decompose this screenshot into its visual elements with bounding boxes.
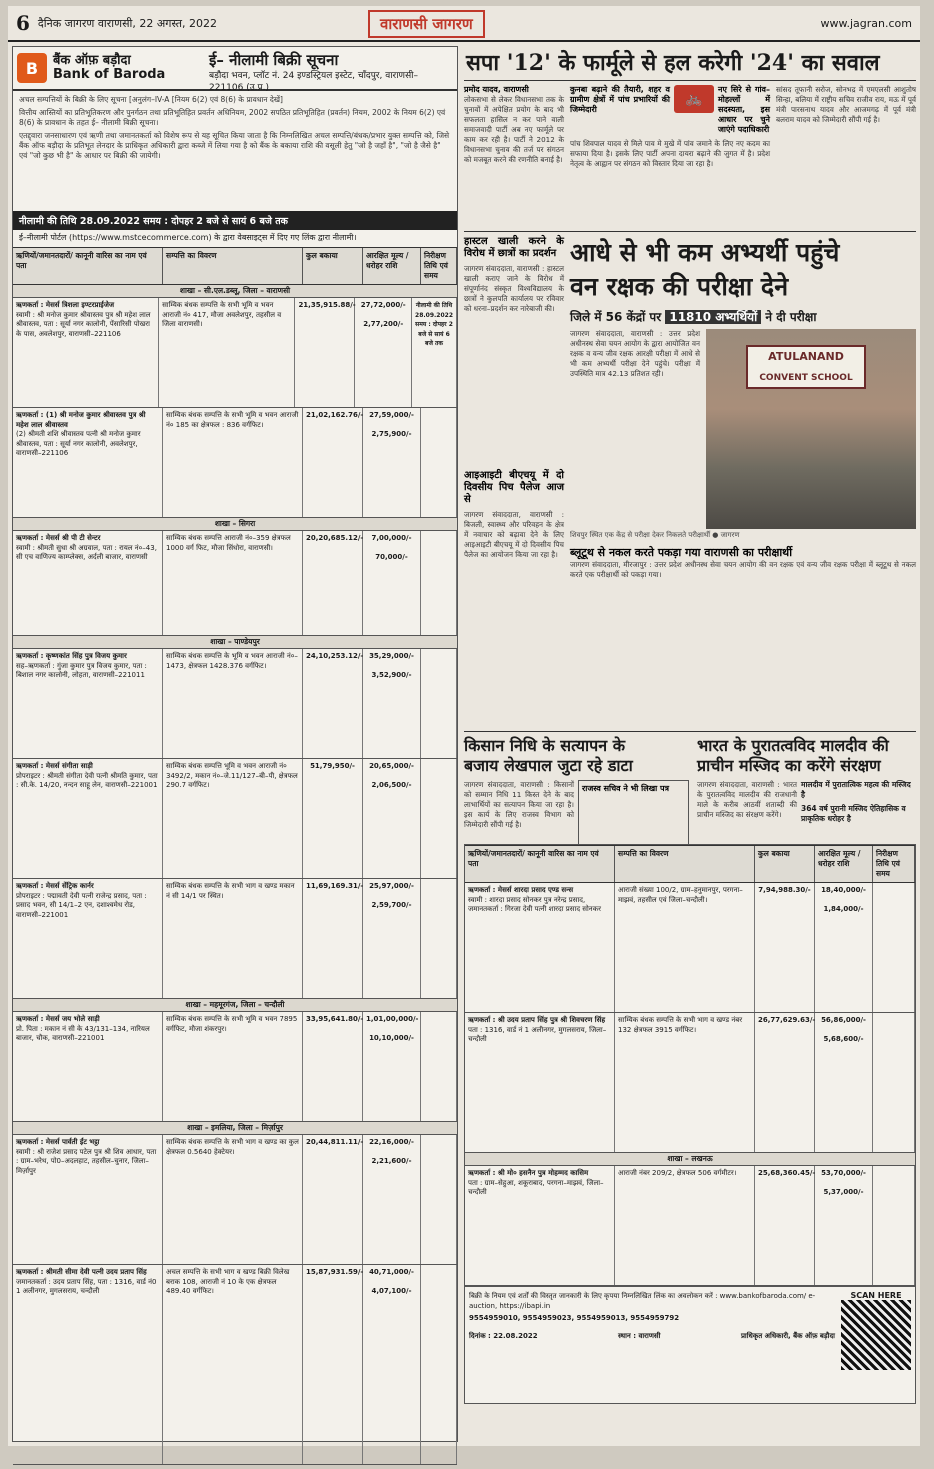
property-detail: अचल सम्पत्ति के सभी भाग व खण्ड बिक्री विलेख बराक 108, आराजी नं 10 के एक क्षेत्रफल 489.40 वर्गफिट। [163, 1265, 303, 1464]
subhead-highlight: 11810 अभ्यर्थियों [665, 310, 761, 324]
branch-label: शाखा – लखनऊ [465, 1153, 915, 1166]
col-property: सम्पत्ति का विवरण [615, 846, 755, 882]
edition-label: वाराणसी जागरण [368, 10, 485, 38]
emd-amount: 5,37,000/- [823, 1188, 864, 1196]
borrower-detail: जमानतकर्ता : उदय प्रताप सिंह, पता : 1316, वार्ड नं0 1 अलीनगर, मुगलसराय, चन्दौली [16, 1277, 157, 1295]
headline-iit: आइआइटी बीएचयू में दो दिवसीय पिच पैलेज आज से [464, 470, 564, 505]
borrower-detail: स्वामी : श्री मनोज कुमार श्रीवास्तव पुत्र श्री महेश लाल श्रीवास्तव, पता : सूर्या नगर कालोनी, पेंसारिसी पोखरा के पास, अवलेशपुर, वाराणसी–221106 [16, 310, 151, 338]
bank-name-en: Bank of Baroda [53, 67, 166, 82]
notice-table-header [13, 247, 457, 285]
inspection-cell [873, 1166, 915, 1285]
property-detail: आराजी नंबर 209/2, क्षेत्रफल 506 वर्गमीटर। [615, 1166, 755, 1285]
reserve-price: 27,72,000/- [360, 301, 406, 309]
borrower-name: ऋणकर्ता : मेसर्स त्रिशला इण्टरप्राईजेज [16, 301, 115, 309]
contact-info: बिक्री के नियम एवं शर्तों की विस्तृत जानकारी के लिए कृपया निम्नलिखित लिंक का अवलोकन करें : www.bankofbaroda.com/ e-auction, https://ibapi.in [469, 1292, 816, 1310]
property-detail: साम्यिक बंधक सम्पत्ति आराजी नं०–359 क्षेत्रफल 1000 वर्ग फिट, मौजा सिंधोरा, वाराणसी। [163, 531, 303, 635]
borrower-detail: प्रो. पिता : मकान नं सी के 43/131–134, नारियल बाजार, चौक, वाराणसी–221001 [16, 1024, 150, 1042]
branch-label: शाखा – इमलिया, जिला – मिर्ज़ापुर [13, 1122, 457, 1135]
table-row [13, 298, 457, 408]
branch-label: शाखा – सी.एल.डब्लू, जिला – वाराणसी [13, 285, 457, 298]
notice-date: दिनांक : 22.08.2022 [469, 1332, 538, 1340]
bicycle-icon: 🚲 [674, 85, 714, 113]
reserve-price: 53,70,000/- [821, 1169, 866, 1177]
table-row [13, 531, 457, 636]
total-due: 33,95,641.80/- [303, 1012, 363, 1121]
exam-subhead [570, 308, 916, 325]
emd-amount: 4,07,100/- [371, 1287, 412, 1295]
auction-portal: ई–नीलामी पोर्टल (https://www.mstcecommerce.com) के द्वारा वेबसाइट्स में दिए गए लिंक द्वारा नीलामी। [19, 233, 357, 242]
headline-bluetooth: ब्लूटूथ से नकल करते पकड़ा गया वाराणसी का परीक्षार्थी [570, 546, 793, 559]
intro-line: एतद्द्वारा जनसाधारण एवं ऋणी तथा जमानतकर्ता को विशेष रूप से यह सूचित किया जाता है कि निम्नलिखित अचल सम्पत्ति/बंधक/प्रभार युक्त सम्पत्ति को, जिसे बैंक ऑफ बड़ौदा के प्रतिभूत लेनदार के प्राधिकृत अधिकारी द्वारा कब्जे में लिया गया है को बैंक के बकाया राशि की वसूली हेतु "जो है जहाँ है", "जो है जैसे है" एवं "जो कुछ भी है" के आधार पर बिक्री की जायेगी। [19, 131, 450, 160]
borrower-name: ऋणकर्ता : (1) श्री मनोज कुमार श्रीवास्तव पुत्र श्री महेश लाल श्रीवास्तव [16, 411, 146, 429]
story-forest-guard [570, 236, 916, 731]
photo-caption: शिवपुर स्थित एक केंद्र से परीक्षा देकर निकलते परीक्षार्थी ● जागरण [570, 531, 740, 539]
story-text: जागरण संवाददाता, वाराणसी : बिजली, स्वास्थ्य और परिवहन के क्षेत्र में नवाचार को बढ़ावा देने के लिए आइआइटी बीएचयू में दो दिवसीय पिच पैलेज का आयोजन किया जा रहा है। [464, 510, 564, 559]
table-row [13, 759, 457, 879]
school-sign [746, 345, 866, 389]
reserve-price: 27,59,000/- [369, 411, 414, 419]
story-text: लोकसभा से लेकर विधानसभा तक के चुनावों में अपेक्षित प्रयोग के बाद भी सफलता हासिल न कर पाने वाली समाजवादी पार्टी अब नए फार्मूले पर काम कर रही है। पार्टी ने 2012 के विधानसभा चुनाव की तर्ज पर संगठन को मजबूत करने की रणनीति बनाई है। [464, 95, 564, 164]
paper-info: दैनिक जागरण वाराणसी, 22 अगस्त, 2022 [37, 16, 217, 30]
page-number: 6 [16, 11, 30, 35]
sign-text: ATULANAND [768, 350, 844, 363]
inspection-cell [421, 1012, 457, 1121]
inspection-cell [421, 879, 457, 998]
headline-hostel: हास्टल खाली करने के विरोध में छात्रों का प्रदर्शन [464, 236, 564, 259]
headline-line: किसान निधि के सत्यापन के [464, 736, 625, 755]
borrower-name: ऋणकर्ता : श्रीमती सीमा देवी पत्नी उदय प्रताप सिंह [16, 1268, 147, 1276]
emd-amount: 2,75,900/- [371, 430, 412, 438]
property-detail: साम्यिक बंधक सम्पत्ति के सभी भाग व खण्ड का कुल क्षेत्रफल 0.5640 हेक्टेयर। [163, 1135, 303, 1264]
total-due: 20,20,685.12/- [303, 531, 363, 635]
emd-amount: 3,52,900/- [371, 671, 412, 679]
reserve-price: 20,65,000/- [369, 762, 414, 770]
headline-exam [570, 236, 916, 304]
borrower-name: ऋणकर्ता : श्री मो० हसनैन पुत्र मोहम्मद कासिम [468, 1169, 589, 1177]
borrower-detail: प्रोपराइटर : पद्मावती देवी पत्नी राजेन्द्र प्रसाद, पता : प्रसाद भवन, सी 14/1–2 एन, दशाश्वमेध रोड, वाराणसी–221001 [16, 891, 147, 919]
inspection-cell [873, 1013, 915, 1152]
table-row [13, 1265, 457, 1465]
website: www.jagran.com [820, 16, 912, 30]
total-due: 51,79,950/- [303, 759, 363, 878]
reserve-price: 18,40,000/- [821, 886, 866, 894]
story-hostel [464, 236, 564, 731]
emd-amount: 2,21,600/- [371, 1157, 412, 1165]
school-photo [706, 329, 916, 529]
property-detail: आराजी संख्या 100/2, ग्राम–हनुमानपुर, परगना–माझवं, तहसील एवं जिला–चन्दौली। [615, 883, 755, 1012]
borrower-detail: स्वामी : श्रीमती सुधा श्री अग्रवाल, पता : रायल नं०–43, सी एच वाणिज्य काम्प्लेक्स, अर्दली बाजार, वाराणसी [16, 543, 157, 561]
inspection-cell [421, 649, 457, 758]
notice-title: ई– नीलामी बिक्री सूचना [209, 51, 339, 69]
borrower-name: ऋणकर्ता : मेसर्स सेंट्रिक कार्नर [16, 882, 94, 890]
table-row [13, 408, 457, 518]
col-dues: कुल बकाया [303, 248, 363, 284]
property-detail: साम्यिक बंधक सम्पत्ति के सभी भाग व खण्ड नंबर 132 क्षेत्रफल 3915 वर्गफिट। [615, 1013, 755, 1152]
total-due: 26,77,629.63/- [755, 1013, 815, 1152]
total-due: 20,44,811.11/- [303, 1135, 363, 1264]
officer-signature: प्राधिकृत अधिकारी, बैंक ऑफ़ बड़ौदा [740, 1332, 835, 1340]
scan-label: SCAN HERE [850, 1291, 902, 1300]
borrower-name: ऋणकर्ता : मेसर्स शारदा प्रसाद एण्ड सन्स [468, 886, 574, 894]
masthead [8, 6, 920, 42]
borrower-name: ऋणकर्ता : मेसर्स श्री पी टी सेन्टर [16, 534, 101, 542]
phone-numbers: 9554959010, 9554959023, 9554959013, 9554959792 [469, 1314, 680, 1322]
property-detail: साम्यिक बंधक सम्पत्ति के सभी भूमि व भवन 7895 वर्गफिट, मौजा शंकरपुर। [163, 1012, 303, 1121]
bullet: मालदीव में पुरातात्विक महत्व की मस्जिद है [801, 780, 911, 799]
sign-text: CONVENT SCHOOL [759, 373, 853, 383]
borrower-name: ऋणकर्ता : कृष्णकांत सिंह पुत्र विजय कुमार [16, 652, 127, 660]
inspection-cell [421, 531, 457, 635]
reserve-price: 40,71,000/- [369, 1268, 414, 1276]
headline-maldives: भारत के पुरातत्वविद मालदीव की प्राचीन मस्जिद का करेंगे संरक्षण [697, 736, 889, 775]
branch-label: शाखा – सिगरा [13, 518, 457, 531]
story-text: जागरण संवाददाता, मीरजापुर : उत्तर प्रदेश अधीनस्थ सेवा चयन आयोग की वन रक्षक एवं वन्य जीव रक्षक परीक्षा में ब्लूटूथ से नकल करते एक परीक्षार्थी को पकड़ा गया। [570, 560, 916, 579]
table-row [465, 1166, 915, 1286]
story-text: पांच शिवपाल यादव से मिले पाव मे मुखे में पांव जमाने के लिए नए कदम का सफाया दिया है। इसके लिए पार्टी अपना दायरा बढ़ाने की जुगत में है। प्रदेश नेतृत्व के आह्वान पर संगठन को विस्तार दिया जा रहा है। [570, 139, 770, 168]
reserve-price: 56,86,000/- [821, 1016, 866, 1024]
col-inspection: निरीक्षण तिथि एवं समय [873, 846, 915, 882]
reserve-price: 1,01,00,000/- [366, 1015, 419, 1023]
total-due: 11,69,169.31/- [303, 879, 363, 998]
branch-label: शाखा – पाण्डेयपुर [13, 636, 457, 649]
story-sp [464, 81, 916, 231]
property-detail: साम्यिक बंधक सम्पत्ति के भूमि व भवन आराजी नं०–1473, क्षेत्रफल 1428.376 वर्गफिट। [163, 649, 303, 758]
table-row [465, 1013, 915, 1153]
table-row [13, 879, 457, 999]
bank-logo [13, 47, 203, 89]
total-due: 15,87,931.59/- [303, 1265, 363, 1464]
col-borrower: ऋणियों/जमानतदारों/ कानूनी वारिस का नाम एवं पता [465, 846, 615, 882]
intro-line: अचल सम्पत्तियों के बिक्री के लिए सूचना [अनुलंग–IV-A [नियम 6(2) एवं 8(6) के प्रावधान देखें] [19, 95, 283, 104]
borrower-detail: स्वामी : श्री राजेश प्रसाद पटेल पुत्र श्री शिव आधार, पता : ग्राम–भरेथ, पो0–अदलहाट, तहसील–चुनार, जिला–मिर्ज़ापुर [16, 1147, 157, 1175]
inspection-cell [421, 408, 457, 517]
byline: प्रमोद यादव, वाराणसी [464, 85, 529, 94]
emd-amount: 5,68,600/- [823, 1035, 864, 1043]
borrower-detail: स्वामी : शारदा प्रसाद सोनकर पुत्र नरेन्द्र प्रसाद, जमानतकर्ता : गिरजा देवी पत्नी शारदा प्रसाद सोनकर [468, 895, 601, 913]
inspection-cell [421, 1135, 457, 1264]
branch-label: शाखा – महमूरगंज, जिला – चन्दौली [13, 999, 457, 1012]
qr-code-icon [841, 1300, 911, 1370]
reserve-price: 7,00,000/- [371, 534, 412, 542]
emd-amount: 2,77,200/- [363, 320, 404, 328]
table-row [13, 1012, 457, 1122]
bank-name-hi: बैंक ऑफ़ बड़ौदा [53, 53, 131, 68]
headline-kisan [464, 736, 689, 776]
borrower-detail: प्रोपराइटर : श्रीमती संगीता देवी पत्नी श्रीमति कुमार, पता : सी.के. 14/20, नन्दन साहू लेन, वाराणसी–221001 [16, 771, 158, 789]
bob-logo-icon: B [17, 53, 47, 83]
emd-amount: 10,10,000/- [369, 1034, 414, 1042]
reserve-price: 22,16,000/- [369, 1138, 414, 1146]
bullet: 364 वर्ष पुरानी मस्जिद ऐतिहासिक व प्राकृतिक धरोहर है [801, 804, 906, 823]
notice-intro [13, 91, 457, 211]
story-text: सांसद तूफानी सरोज, सोनभद्र में एमएलसी आशुतोष सिन्हा, बलिया में राष्ट्रीय सचिव राजीव राय, मऊ में पूर्व मंत्री पारसनाथ यादव और आजमगढ़ में पूर्व मंत्री बलराम यादव को जिम्मेदारी सौंपी गई है। [776, 85, 916, 124]
subhead: कुनबा बढ़ाने की तैयारी, शहर व ग्रामीण क्षेत्रों में पांच प्रभारियों की जिम्मेदारी [570, 85, 670, 114]
col-inspection: निरीक्षण तिथि एवं समय [421, 248, 457, 284]
col-borrower: ऋणियों/जमानतदारों/ कानूनी वारिस का नाम एवं पता [13, 248, 163, 284]
inspection-cell [873, 883, 915, 1012]
table-row [465, 883, 915, 1013]
col-reserve: आरक्षित मूल्य / धरोहर राशि [363, 248, 421, 284]
story-text: जागरण संवाददाता, वाराणसी : भारत के पुरातत्वविद मालदीव की राजधानी माले के करीब आठवीं शताब्दी की प्राचीन मस्जिद का संरक्षण करेंगे। [697, 780, 797, 819]
reserve-price: 35,29,000/- [369, 652, 414, 660]
borrower-name: ऋणकर्ता : श्री उदय प्रताप सिंह पुत्र श्री शिवचरण सिंह [468, 1016, 606, 1024]
story-text: जागरण संवाददाता, वाराणसी : हास्टल खाली कराए जाने के विरोध में संपूर्णानंद संस्कृत विश्वविद्यालय के छात्रों ने कुलपति कार्यालय पर रविवार को धरना–प्रदर्शन कर नारेबाजी की। [464, 264, 564, 313]
notice-table-header [465, 845, 915, 883]
col-property: सम्पत्ति का विवरण [163, 248, 303, 284]
bank-auction-notice [12, 46, 458, 1442]
reserve-price: 25,97,000/- [369, 882, 414, 890]
inspection-date: नीलामी की तिथि 28.09.2022 समय : दोपहर 2 बजे से सायं 6 बजे तक [412, 298, 457, 407]
headline-line: बजाय लेखपाल जुटा रहे डाटा [464, 756, 633, 775]
bank-address: बड़ौदा भवन, प्लॉट नं. 24 इण्डस्ट्रियल इस्टेट, चाँदपुर, वाराणसी– 221106 (उ.प्र.) [209, 71, 418, 93]
subhead-text: जिले में 56 केंद्रों पर [570, 310, 662, 324]
borrower-name: ऋणकर्ता : मेसर्स संगीता साड़ी [16, 762, 93, 770]
auction-date: नीलामी की तिथि 28.09.2022 समय : दोपहर 2 बजे से सायं 6 बजे तक [13, 211, 457, 230]
headline-line: वन रक्षक की परीक्षा देने [570, 272, 789, 301]
emd-amount: 2,59,700/- [371, 901, 412, 909]
emd-amount: 1,84,000/- [823, 905, 864, 913]
inspection-cell [421, 759, 457, 878]
property-detail: साम्यिक बंधक सम्पत्ति भूमि व भवन आराजी नं० 3492/2, मकान नं०–जे.11/127–बी–पी, क्षेत्रफल 290.7 वर्गफिट। [163, 759, 303, 878]
total-due: 21,02,162.76/- [303, 408, 363, 517]
headline-sp-formula: सपा '12' के फार्मूले से हल करेगी '24' का सवाल [464, 46, 916, 81]
total-due: 7,94,988.30/- [755, 883, 815, 1012]
property-detail: साम्यिक बंधक सम्पत्ति के सभी भूमि व भवन आराजी नं० 417, मौजा अवलेशपुर, तहसील व जिला वाराणसी। [159, 298, 295, 407]
property-detail: साम्यिक बंधक सम्पत्ति के सभी भूमि व भवन आराजी नं० 185 का क्षेत्रफल : 836 वर्गफिट। [163, 408, 303, 517]
borrower-detail: पता : 1316, वार्ड नं 1 अलीनगर, मुगलसराय, जिला–चन्दौली [468, 1025, 607, 1043]
total-due: 21,35,915.88/- [295, 298, 355, 407]
total-due: 24,10,253.12/- [303, 649, 363, 758]
inspection-cell [421, 1265, 457, 1464]
borrower-detail: (2) श्रीमती शशि श्रीवास्तव पत्नी श्री मनोज कुमार श्रीवास्तव, पता : सूर्या नगर कालोनी, अवलेशपुर, वाराणसी–221106 [16, 430, 141, 457]
borrower-name: ऋणकर्ता : मेसर्स जय भोले साड़ी [16, 1015, 100, 1023]
borrower-detail: पता : ग्राम–सेहुआ, शकूराबाद, परगना–माझवं, जिला–चन्दौली [468, 1178, 604, 1196]
bank-auction-notice-continued [464, 844, 916, 1404]
table-row [13, 1135, 457, 1265]
property-detail: साम्यिक बंधक सम्पत्ति के सभी भाग व खण्ड मकान नं सी 14/1 पर स्थित। [163, 879, 303, 998]
emd-amount: 2,06,500/- [371, 781, 412, 789]
borrower-name: ऋणकर्ता : मेसर्स पार्वती ईंट भट्ठा [16, 1138, 100, 1146]
col-reserve: आरक्षित मूल्य / धरोहर राशि [815, 846, 873, 882]
emd-amount: 70,000/- [375, 553, 408, 561]
story-text: जागरण संवाददाता, वाराणसी : उत्तर प्रदेश अधीनस्थ सेवा चयन आयोग के द्वारा आयोजित वन रक्षक व वन्य जीव रक्षक आरक्षी परीक्षा में आधे से भी कम अभ्यर्थी परीक्षा देने पहुंचे। परीक्षा में उपस्थिति मात्र 42.13 प्रतिशत रही। [570, 329, 700, 378]
subhead: नए सिरे से गांव–मोहल्लों में सदस्यता, इस आधार पर चुने जाएंगे पदाधिकारी [718, 85, 770, 134]
table-row [13, 649, 457, 759]
col-dues: कुल बकाया [755, 846, 815, 882]
story-text: जागरण संवाददाता, वाराणसी : किसानों को सम्मान निधि 11 किस्त देने के बाद लाभार्थियों का सत्यापन किया जा रहा है। इस कार्य के लिए राजस्व विभाग को जिम्मेदारी सौंपी गई है। [464, 780, 574, 829]
newspaper-page [8, 6, 920, 1446]
total-due: 25,68,360.45/- [755, 1166, 815, 1285]
borrower-detail: सह–ऋणकर्ता : गुंजा कुमार पुत्र विजय कुमार, पता : बिशाल नगर कालोनी, लोहता, वाराणसी–221011 [16, 661, 147, 679]
notice-header [13, 47, 457, 91]
intro-line: वित्तीय आस्तियों का प्रतिभूतिकरण और पुनर्गठन तथा प्रतिभूतिहित प्रवर्तन अधिनियम, 2002 सपठित प्रतिभूतिहित (प्रवर्तन) नियम, 2002 के नियम 6(2) एवं 8(6) के प्रावधान के तहत ई– नीलामी बिक्री सूचना। [19, 108, 446, 127]
sidebar-box: राजस्व सचिव ने भी लिखा पत्र [578, 780, 689, 880]
subhead-text: ने दी परीक्षा [765, 310, 817, 324]
headline-line: आधे से भी कम अभ्यर्थी पहुंचे [570, 238, 840, 267]
notice-place: स्थान : वाराणसी [618, 1332, 661, 1340]
